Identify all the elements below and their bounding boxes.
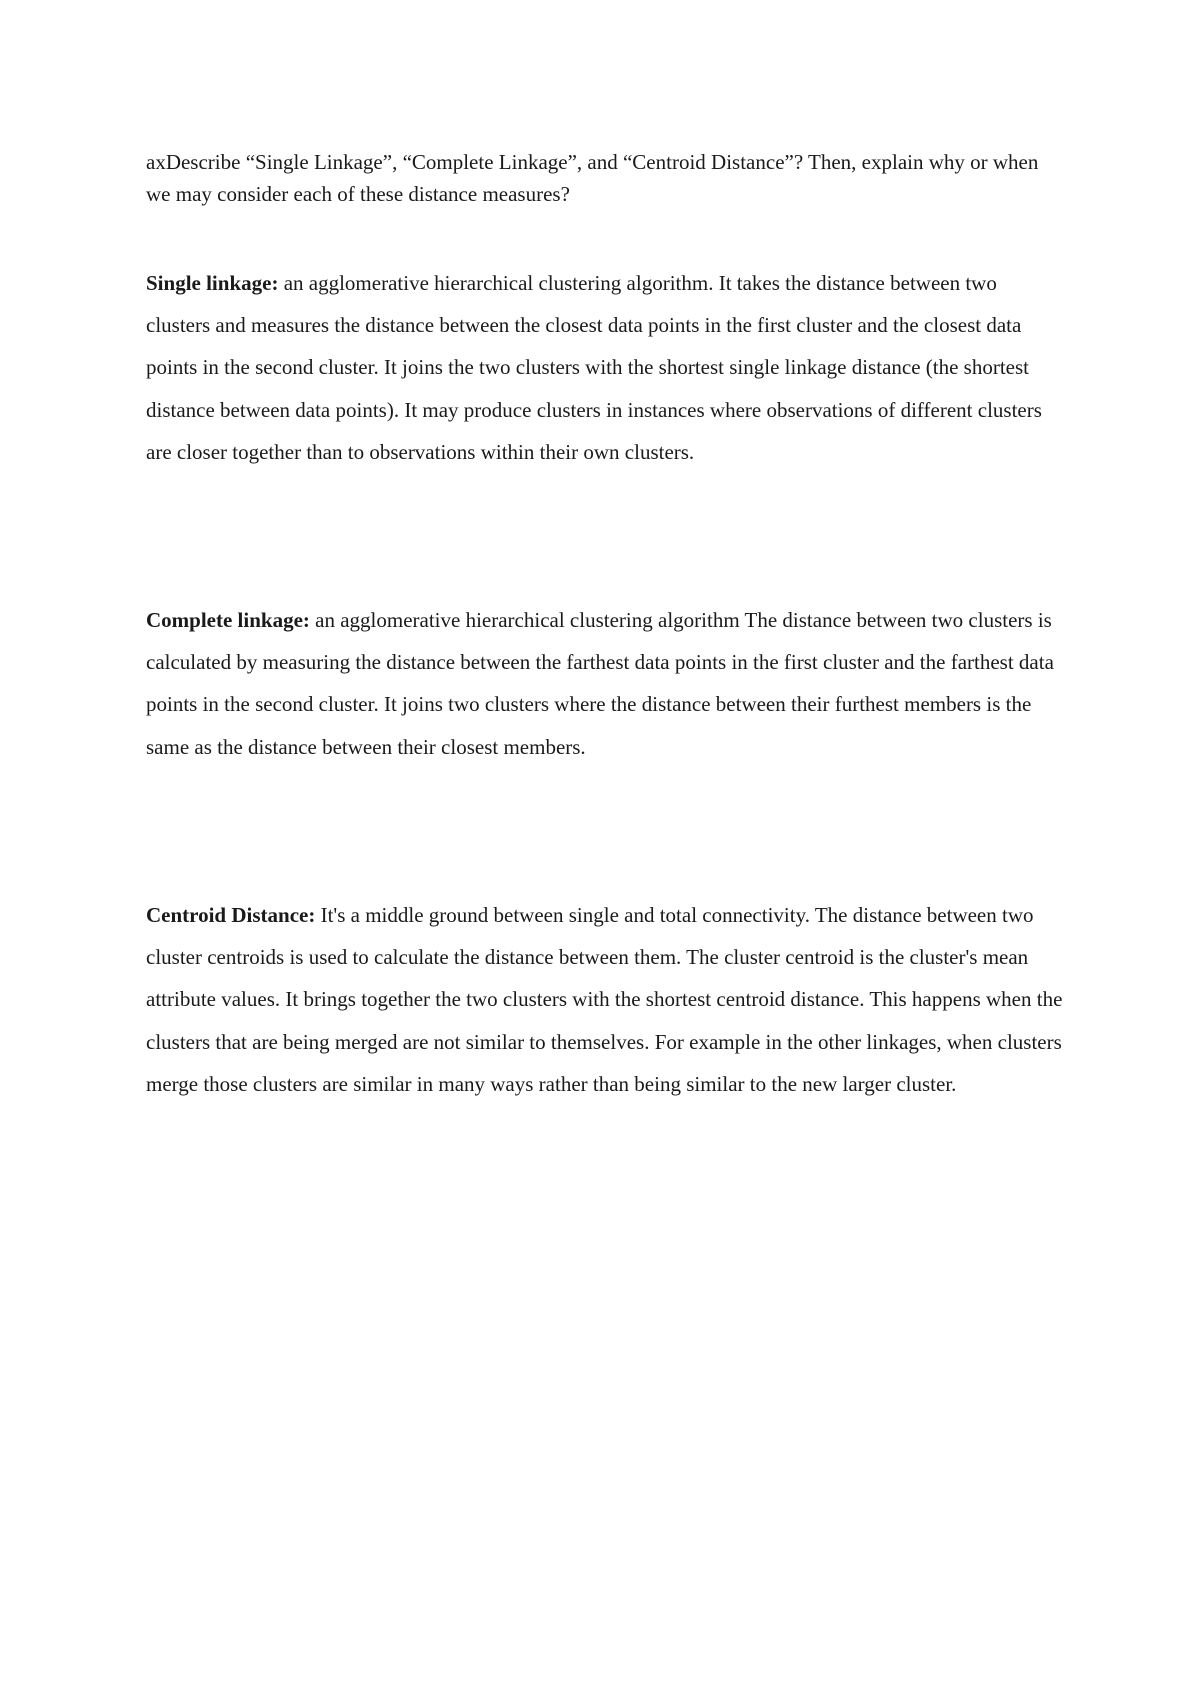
centroid-distance-term: Centroid Distance: [146, 903, 316, 927]
complete-linkage-definition: an agglomerative hierarchical clustering algorithm The distance between two clusters is calculated by measuring the distance between the farthest data points in the first cluster and the farthest data points in the second cluster. It joins two clusters where the distance between their furthest members is the same as the distance between their closest members. [146, 608, 1054, 759]
single-linkage-definition: an agglomerative hierarchical clustering algorithm. It takes the distance between two clusters and measures the distance between the closest data points in the first cluster and the closest data points in the second cluster. It joins the two clusters with the shortest single linkage distance (the shortest distance between data points). It may produce clusters in instances where observations of different clusters are closer together than to observations within their own clusters. [146, 271, 1042, 464]
centroid-distance-definition: It's a middle ground between single and total connectivity. The distance between two cluster centroids is used to calculate the distance between them. The cluster centroid is the cluster's mean attribute values. It brings together the two clusters with the shortest centroid distance. This happens when the clusters that are being merged are not similar to themselves. For example in the other linkages, when clusters merge those clusters are similar in many ways rather than being similar to the new larger cluster. [146, 903, 1063, 1096]
single-linkage-term: Single linkage: [146, 271, 279, 295]
complete-linkage-paragraph [146, 599, 1066, 768]
complete-linkage-term: Complete linkage: [146, 608, 310, 632]
single-linkage-paragraph [146, 262, 1066, 473]
centroid-distance-paragraph [146, 894, 1066, 1105]
question-text: axDescribe “Single Linkage”, “Complete Linkage”, and “Centroid Distance”? Then, explain why or when we may consider each of these distance measures? [146, 150, 1039, 206]
